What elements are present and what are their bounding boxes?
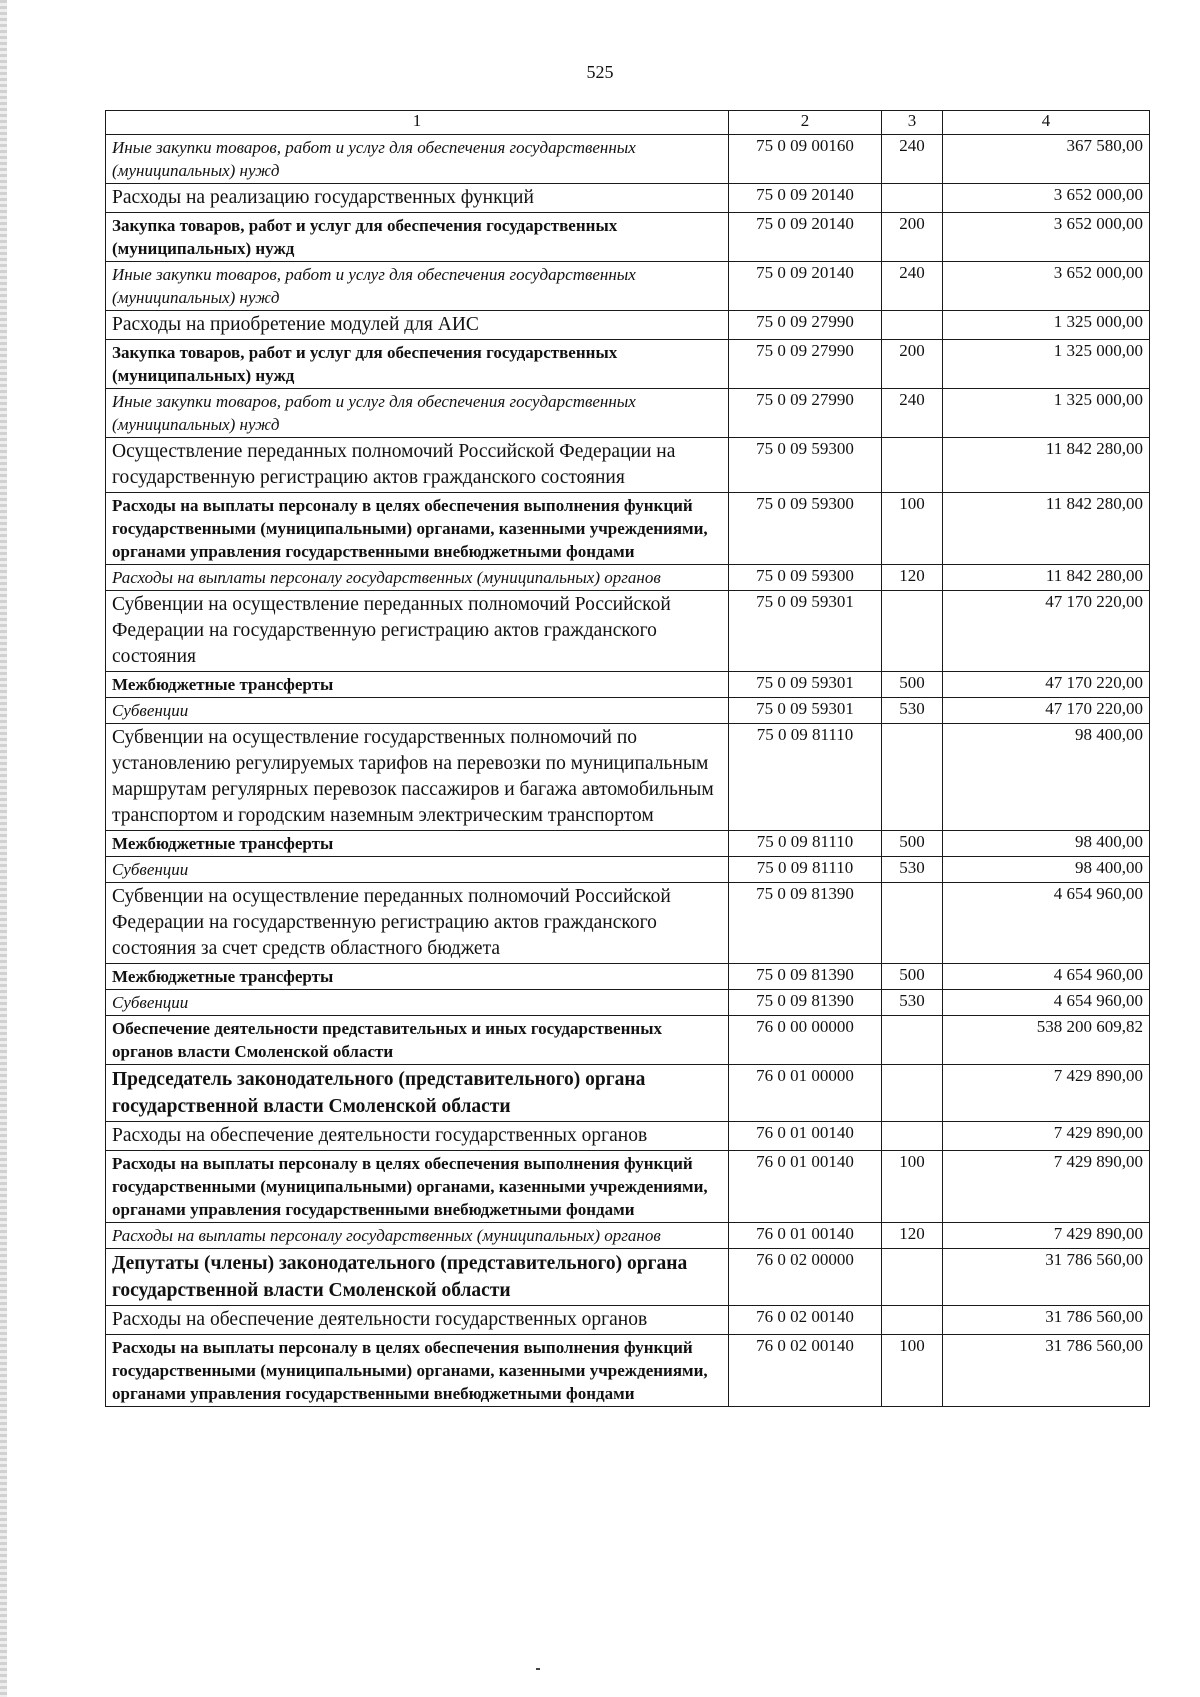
table-row <box>106 1016 1150 1065</box>
row-description: Субвенции <box>106 857 729 883</box>
row-target-code: 75 0 09 81390 <box>729 990 882 1016</box>
row-expense-type: 530 <box>882 857 943 883</box>
row-amount: 7 429 890,00 <box>943 1122 1150 1151</box>
row-description: Межбюджетные трансферты <box>106 964 729 990</box>
row-description: Расходы на выплаты персоналу в целях обеспечения выполнения функций государственными (муниципальными) органами, казенными учреждениями, органами управления государственными внебюджетными фондами <box>106 1151 729 1223</box>
row-target-code: 75 0 09 81110 <box>729 857 882 883</box>
row-description: Расходы на приобретение модулей для АИС <box>106 311 729 340</box>
row-expense-type: 240 <box>882 262 943 311</box>
row-expense-type: 100 <box>882 1335 943 1407</box>
row-target-code: 75 0 09 59300 <box>729 493 882 565</box>
table-row <box>106 135 1150 184</box>
row-target-code: 75 0 09 81110 <box>729 724 882 831</box>
page-number: 525 <box>586 62 614 82</box>
row-amount: 4 654 960,00 <box>943 883 1150 964</box>
table-row <box>106 1306 1150 1335</box>
row-description: Расходы на обеспечение деятельности государственных органов <box>106 1306 729 1335</box>
row-amount: 98 400,00 <box>943 831 1150 857</box>
row-amount: 4 654 960,00 <box>943 990 1150 1016</box>
row-expense-type: 100 <box>882 493 943 565</box>
row-target-code: 75 0 09 81390 <box>729 883 882 964</box>
table-row <box>106 389 1150 438</box>
row-expense-type <box>882 591 943 672</box>
row-description: Расходы на реализацию государственных функций <box>106 184 729 213</box>
row-amount: 47 170 220,00 <box>943 672 1150 698</box>
table-row <box>106 1122 1150 1151</box>
row-amount: 7 429 890,00 <box>943 1223 1150 1249</box>
row-expense-type <box>882 1306 943 1335</box>
table-row <box>106 184 1150 213</box>
row-description: Расходы на выплаты персоналу государственных (муниципальных) органов <box>106 565 729 591</box>
row-expense-type: 200 <box>882 213 943 262</box>
row-amount: 538 200 609,82 <box>943 1016 1150 1065</box>
row-expense-type <box>882 184 943 213</box>
row-description: Расходы на обеспечение деятельности государственных органов <box>106 1122 729 1151</box>
scan-edge-shadow <box>0 0 7 1697</box>
row-target-code: 76 0 02 00000 <box>729 1249 882 1306</box>
row-description: Субвенции <box>106 990 729 1016</box>
row-description: Закупка товаров, работ и услуг для обеспечения государственных (муниципальных) нужд <box>106 340 729 389</box>
row-amount: 3 652 000,00 <box>943 184 1150 213</box>
row-amount: 31 786 560,00 <box>943 1306 1150 1335</box>
row-expense-type <box>882 724 943 831</box>
row-amount: 7 429 890,00 <box>943 1065 1150 1122</box>
table-row <box>106 591 1150 672</box>
row-description: Иные закупки товаров, работ и услуг для обеспечения государственных (муниципальных) нужд <box>106 389 729 438</box>
row-expense-type: 120 <box>882 565 943 591</box>
row-target-code: 75 0 09 20140 <box>729 213 882 262</box>
table-row <box>106 1223 1150 1249</box>
row-amount: 1 325 000,00 <box>943 340 1150 389</box>
row-amount: 98 400,00 <box>943 724 1150 831</box>
row-expense-type <box>882 1016 943 1065</box>
row-amount: 1 325 000,00 <box>943 389 1150 438</box>
row-expense-type: 500 <box>882 831 943 857</box>
row-target-code: 75 0 09 81110 <box>729 831 882 857</box>
row-amount: 98 400,00 <box>943 857 1150 883</box>
row-description: Председатель законодательного (представительного) органа государственной власти Смоленской области <box>106 1065 729 1122</box>
row-expense-type <box>882 1122 943 1151</box>
row-amount: 31 786 560,00 <box>943 1249 1150 1306</box>
column-header-2: 2 <box>729 111 882 135</box>
budget-table <box>105 110 1150 1407</box>
row-expense-type: 530 <box>882 698 943 724</box>
row-description: Иные закупки товаров, работ и услуг для обеспечения государственных (муниципальных) нужд <box>106 135 729 184</box>
row-target-code: 75 0 09 81390 <box>729 964 882 990</box>
row-target-code: 76 0 02 00140 <box>729 1335 882 1407</box>
row-target-code: 75 0 09 00160 <box>729 135 882 184</box>
row-amount: 47 170 220,00 <box>943 591 1150 672</box>
row-target-code: 76 0 01 00140 <box>729 1223 882 1249</box>
row-description: Обеспечение деятельности представительных и иных государственных органов власти Смоленской области <box>106 1016 729 1065</box>
table-row <box>106 1335 1150 1407</box>
row-expense-type <box>882 883 943 964</box>
table-body <box>106 135 1150 1407</box>
row-expense-type: 240 <box>882 389 943 438</box>
table-row <box>106 964 1150 990</box>
row-description: Расходы на выплаты персоналу в целях обеспечения выполнения функций государственными (муниципальными) органами, казенными учреждениями, органами управления государственными внебюджетными фондами <box>106 493 729 565</box>
table-row <box>106 565 1150 591</box>
table-row <box>106 311 1150 340</box>
row-target-code: 76 0 00 00000 <box>729 1016 882 1065</box>
row-target-code: 76 0 01 00140 <box>729 1122 882 1151</box>
row-amount: 367 580,00 <box>943 135 1150 184</box>
row-target-code: 76 0 01 00000 <box>729 1065 882 1122</box>
table-row <box>106 438 1150 493</box>
row-description: Субвенции на осуществление переданных полномочий Российской Федерации на государственную регистрацию актов гражданского состояния за счет средств областного бюджета <box>106 883 729 964</box>
table-row <box>106 1151 1150 1223</box>
row-target-code: 75 0 09 20140 <box>729 184 882 213</box>
row-target-code: 75 0 09 59301 <box>729 591 882 672</box>
table-row <box>106 831 1150 857</box>
table-row <box>106 213 1150 262</box>
row-description: Осуществление переданных полномочий Российской Федерации на государственную регистрацию актов гражданского состояния <box>106 438 729 493</box>
row-expense-type <box>882 438 943 493</box>
row-description: Субвенции <box>106 698 729 724</box>
row-target-code: 75 0 09 27990 <box>729 389 882 438</box>
row-amount: 3 652 000,00 <box>943 213 1150 262</box>
row-expense-type <box>882 1249 943 1306</box>
table-row <box>106 493 1150 565</box>
row-amount: 1 325 000,00 <box>943 311 1150 340</box>
row-expense-type: 200 <box>882 340 943 389</box>
row-target-code: 75 0 09 59301 <box>729 672 882 698</box>
row-target-code: 75 0 09 59300 <box>729 438 882 493</box>
row-description: Субвенции на осуществление переданных полномочий Российской Федерации на государственную регистрацию актов гражданского состояния <box>106 591 729 672</box>
scan-speck <box>536 1668 540 1670</box>
table-row <box>106 340 1150 389</box>
row-amount: 11 842 280,00 <box>943 438 1150 493</box>
row-amount: 11 842 280,00 <box>943 493 1150 565</box>
row-description: Иные закупки товаров, работ и услуг для обеспечения государственных (муниципальных) нужд <box>106 262 729 311</box>
row-target-code: 75 0 09 27990 <box>729 340 882 389</box>
row-expense-type: 240 <box>882 135 943 184</box>
row-description: Расходы на выплаты персоналу в целях обеспечения выполнения функций государственными (муниципальными) органами, казенными учреждениями, органами управления государственными внебюджетными фондами <box>106 1335 729 1407</box>
row-target-code: 75 0 09 59301 <box>729 698 882 724</box>
table-row <box>106 1249 1150 1306</box>
row-expense-type: 100 <box>882 1151 943 1223</box>
row-description: Депутаты (члены) законодательного (представительного) органа государственной власти Смоленской области <box>106 1249 729 1306</box>
row-description: Межбюджетные трансферты <box>106 831 729 857</box>
row-target-code: 75 0 09 59300 <box>729 565 882 591</box>
row-amount: 4 654 960,00 <box>943 964 1150 990</box>
table-row <box>106 857 1150 883</box>
row-amount: 47 170 220,00 <box>943 698 1150 724</box>
table-row <box>106 1065 1150 1122</box>
row-amount: 31 786 560,00 <box>943 1335 1150 1407</box>
row-target-code: 76 0 02 00140 <box>729 1306 882 1335</box>
table-row <box>106 724 1150 831</box>
row-amount: 3 652 000,00 <box>943 262 1150 311</box>
row-expense-type: 500 <box>882 672 943 698</box>
row-description: Субвенции на осуществление государственных полномочий по установлению регулируемых тарифов на перевозки по муниципальным маршрутам регулярных перевозок пассажиров и багажа автомобильным транспортом и городским наземным электрическим транспортом <box>106 724 729 831</box>
table-row <box>106 698 1150 724</box>
table-row <box>106 672 1150 698</box>
table-row <box>106 990 1150 1016</box>
column-header-4: 4 <box>943 111 1150 135</box>
row-description: Закупка товаров, работ и услуг для обеспечения государственных (муниципальных) нужд <box>106 213 729 262</box>
table-row <box>106 262 1150 311</box>
row-target-code: 75 0 09 20140 <box>729 262 882 311</box>
row-expense-type <box>882 311 943 340</box>
column-header-3: 3 <box>882 111 943 135</box>
column-header-1: 1 <box>106 111 729 135</box>
row-expense-type: 530 <box>882 990 943 1016</box>
row-target-code: 76 0 01 00140 <box>729 1151 882 1223</box>
row-amount: 7 429 890,00 <box>943 1151 1150 1223</box>
table-header-row <box>106 111 1150 135</box>
row-target-code: 75 0 09 27990 <box>729 311 882 340</box>
row-amount: 11 842 280,00 <box>943 565 1150 591</box>
row-description: Расходы на выплаты персоналу государственных (муниципальных) органов <box>106 1223 729 1249</box>
row-expense-type <box>882 1065 943 1122</box>
row-expense-type: 120 <box>882 1223 943 1249</box>
row-expense-type: 500 <box>882 964 943 990</box>
row-description: Межбюджетные трансферты <box>106 672 729 698</box>
table-row <box>106 883 1150 964</box>
